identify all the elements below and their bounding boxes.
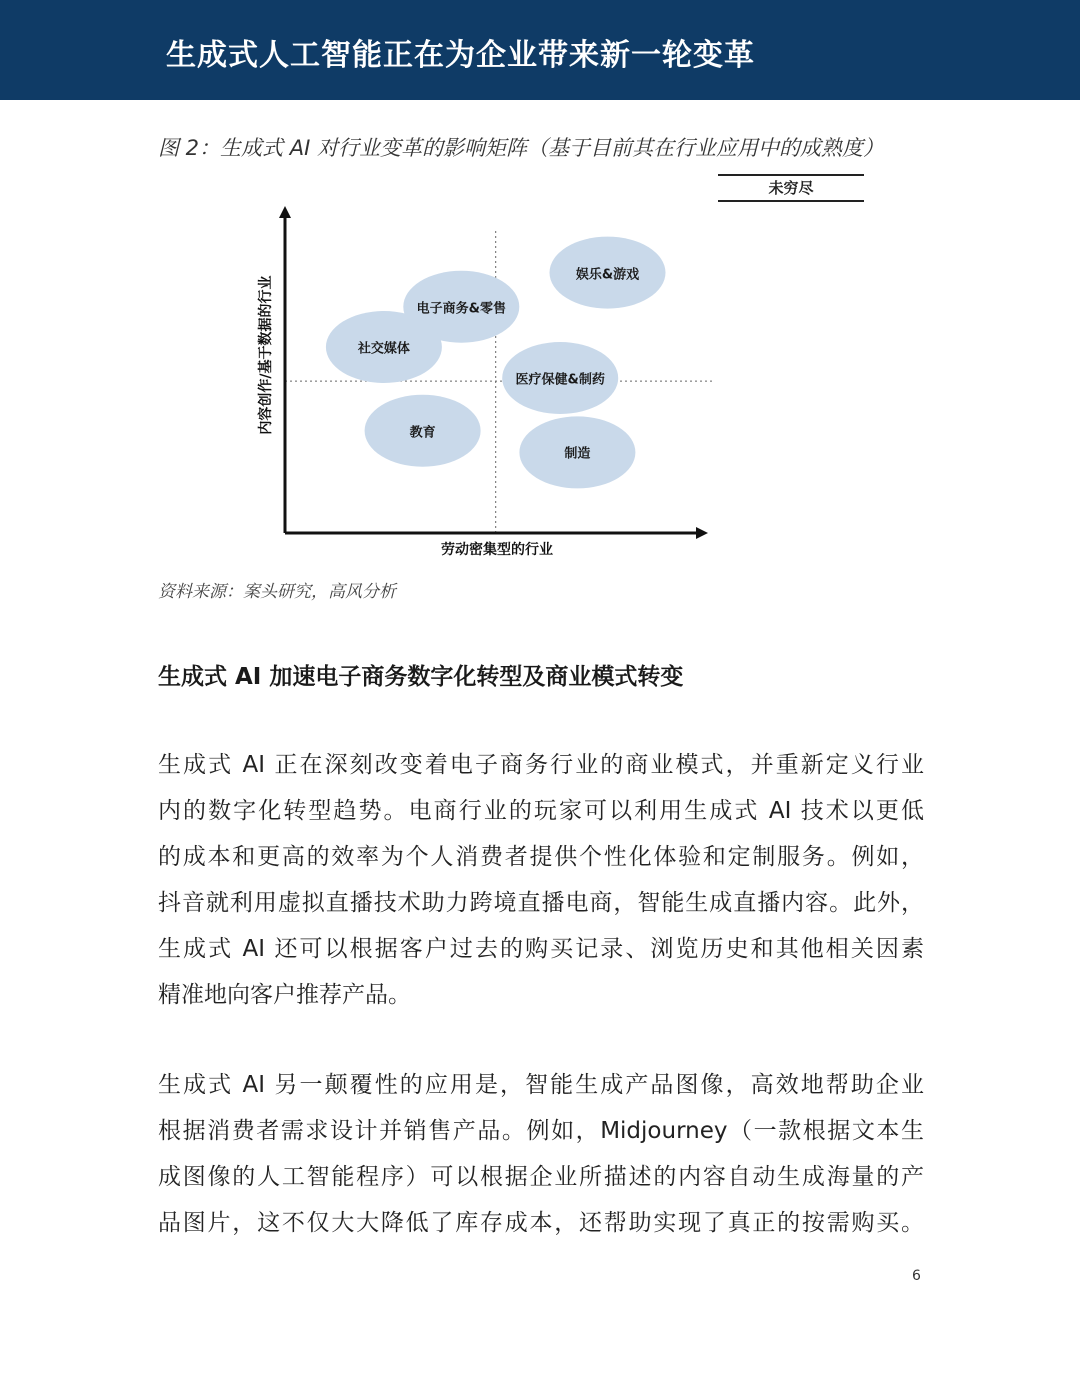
y-axis-label: 内容创作/基于数据的行业 bbox=[258, 275, 274, 435]
y-axis-arrow bbox=[279, 206, 291, 218]
industry-bubble-label: 娱乐&游戏 bbox=[575, 267, 640, 283]
paragraph-line: 生成式 AI 正在深刻改变着电子商务行业的商业模式，并重新定义行业 bbox=[158, 752, 924, 778]
paragraph-line: 成图像的人工智能程序）可以根据企业所描述的内容自动生成海量的产 bbox=[158, 1164, 924, 1190]
paragraph-line: 抖音就利用虚拟直播技术助力跨境直播电商，智能生成直播内容。此外， bbox=[158, 890, 924, 916]
not-exhaustive-stamp: 未穷尽 bbox=[718, 174, 864, 202]
paragraph-ecommerce-transformation bbox=[158, 742, 924, 1018]
paragraph-line: 内的数字化转型趋势。电商行业的玩家可以利用生成式 AI 技术以更低 bbox=[158, 798, 924, 824]
paragraph-line: 生成式 AI 另一颠覆性的应用是，智能生成产品图像，高效地帮助企业 bbox=[158, 1072, 924, 1098]
impact-matrix-chart bbox=[250, 200, 720, 570]
page-number: 6 bbox=[912, 1268, 921, 1284]
paragraph-line: 根据消费者需求设计并销售产品。例如，Midjourney（一款根据文本生 bbox=[158, 1118, 924, 1144]
x-axis-arrow bbox=[696, 527, 708, 539]
paragraph-product-images bbox=[158, 1062, 924, 1246]
x-axis-label: 劳动密集型的行业 bbox=[441, 542, 553, 558]
paragraph-line: 精准地向客户推荐产品。 bbox=[158, 982, 411, 1008]
paragraph-line: 生成式 AI 还可以根据客户过去的购买记录、浏览历史和其他相关因素 bbox=[158, 936, 924, 962]
matrix-svg bbox=[250, 200, 720, 570]
figure-source: 资料来源：案头研究，高风分析 bbox=[158, 582, 396, 602]
figure-caption: 图 2：生成式 AI 对行业变革的影响矩阵（基于目前其在行业应用中的成熟度） bbox=[158, 136, 884, 160]
industry-bubble-label: 医疗保健&制药 bbox=[515, 372, 605, 388]
paragraph-line: 的成本和更高的效率为个人消费者提供个性化体验和定制服务。例如， bbox=[158, 844, 924, 870]
header-bar bbox=[0, 0, 1080, 100]
page-title: 生成式人工智能正在为企业带来新一轮变革 bbox=[166, 38, 755, 73]
industry-bubble-label: 电子商务&零售 bbox=[416, 301, 506, 317]
industry-bubble-label: 教育 bbox=[409, 425, 436, 441]
section-heading: 生成式 AI 加速电子商务数字化转型及商业模式转变 bbox=[158, 664, 684, 690]
industry-bubble-label: 制造 bbox=[564, 446, 591, 462]
industry-bubble-label: 社交媒体 bbox=[357, 341, 410, 357]
paragraph-line: 品图片，这不仅大大降低了库存成本，还帮助实现了真正的按需购买。 bbox=[158, 1210, 924, 1236]
